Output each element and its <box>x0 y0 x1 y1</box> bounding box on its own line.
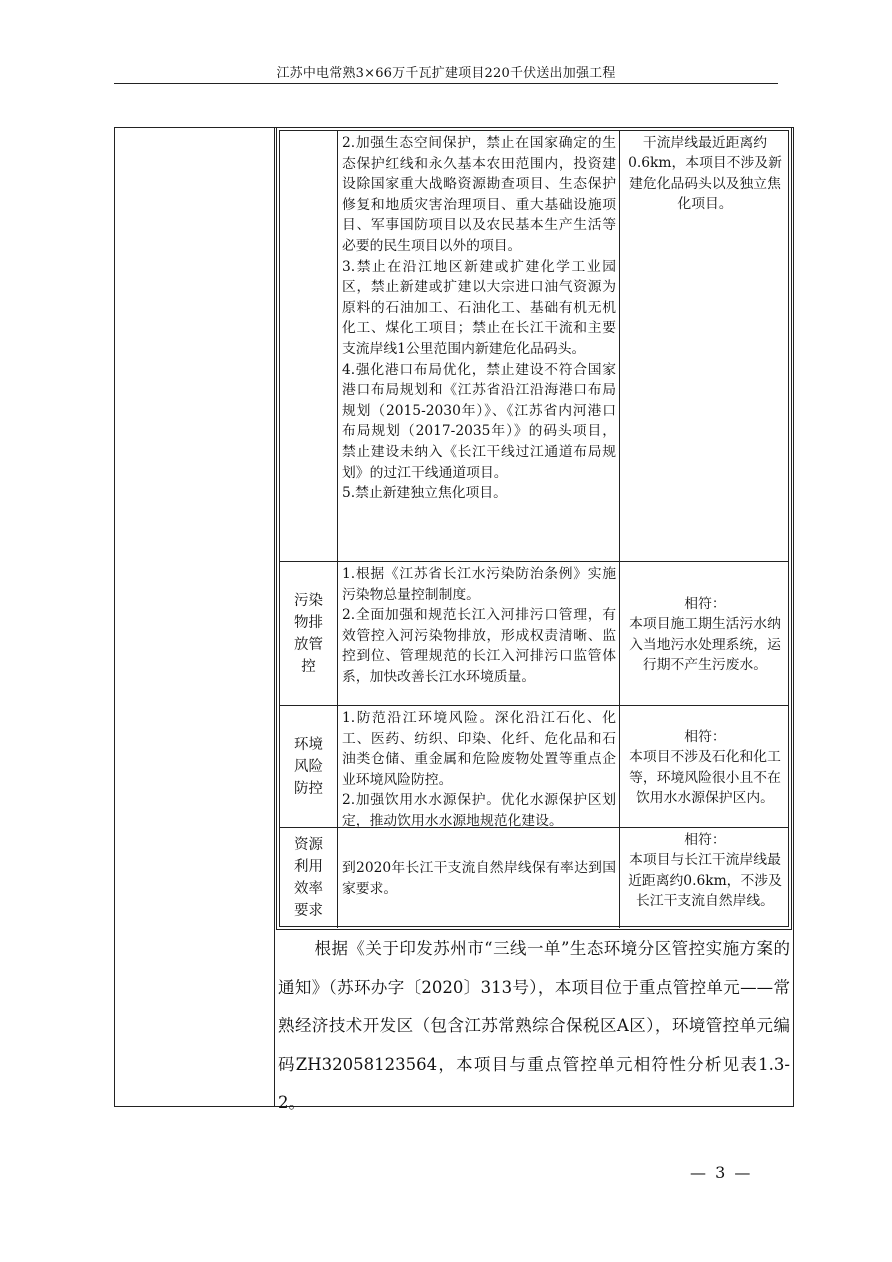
requirement-item: 2.加强饮用水水源保护。优化水源保护区划定，推动饮用水水源地规范化建设。 <box>342 792 616 829</box>
analysis-verdict: 相符： <box>684 832 726 848</box>
analysis-cell <box>620 562 790 705</box>
analysis-text: 本项目施工期生活污水纳入当地污水处理系统，运行期不产生污废水。 <box>629 616 781 673</box>
analysis-text: 本项目与长江干流岸线最近距离约0.6km，不涉及长江干支流自然岸线。 <box>628 852 782 909</box>
category-cell <box>280 562 338 705</box>
requirement-item: 1.根据《江苏省长江水污染防治条例》实施污染物总量控制制度。 <box>342 566 616 603</box>
requirements-cell <box>338 131 620 561</box>
requirements-cell <box>338 562 620 705</box>
requirement-item: 4.强化港口布局优化，禁止建设不符合国家港口布局规划和《江苏省沿江沿海港口布局规划（2015-2030年）》、《江苏省内河港口布局规划（2017-2035年）》的码头项目，禁止建设未纳入《长江干线过江通道布局规划》的过江干线通道项目。 <box>342 361 616 481</box>
category-cell <box>280 706 338 827</box>
outer-left-column <box>115 128 275 1106</box>
table-row <box>280 705 788 827</box>
inner-compliance-table <box>279 130 789 927</box>
table-row <box>280 561 788 705</box>
header-rule <box>114 83 778 84</box>
table-row <box>280 131 788 561</box>
running-header-title: 江苏中电常熟3×66万千瓦扩建项目220千伏送出加强工程 <box>276 66 616 81</box>
analysis-cell <box>620 828 790 928</box>
analysis-verdict: 相符： <box>684 728 726 745</box>
category-cell <box>280 131 338 561</box>
category-label: 资源利用效率要求 <box>294 837 323 919</box>
analysis-cell <box>620 706 790 827</box>
requirements-cell <box>338 706 620 827</box>
requirement-item: 1.防范沿江环境风险。深化沿江石化、化工、医药、纺织、印染、化纤、危化品和石油类仓储、重金属和危险废物处置等重点企业环境风险防控。 <box>342 710 616 788</box>
page-number: — 3 — <box>690 1163 753 1182</box>
conclusion-text: 根据《关于印发苏州市“三线一单”生态环境分区管控实施方案的通知》（苏环办字〔2020〕313号），本项目位于重点管控单元——常熟经济技术开发区（包含江苏常熟综合保税区A区），环境管控单元编码ZH32058123564，本项目与重点管控单元相符性分析见表1.3-2。 <box>278 939 790 1112</box>
analysis-text: 干流岸线最近距离约0.6km，本项目不涉及新建危化品码头以及独立焦化项目。 <box>628 135 782 212</box>
requirement-item: 5.禁止新建独立焦化项目。 <box>342 485 507 502</box>
table-row <box>280 827 788 928</box>
requirement-item: 3.禁止在沿江地区新建或扩建化学工业园区，禁止新建或扩建以大宗进口油气资源为原料的石油加工、石油化工、基础有机无机化工、煤化工项目；禁止在长江干流和主要支流岸线1公里范围内新建危化品码头。 <box>342 258 616 357</box>
requirement-item: 2.加强生态空间保护，禁止在国家确定的生态保护红线和永久基本农田范围内，投资建设除国家重大战略资源勘查项目、生态保护修复和地质灾害治理项目、重大基础设施项目、军事国防项目以及农民基本生产生活等必要的民生项目以外的项目。 <box>342 135 616 254</box>
analysis-text: 本项目不涉及石化和化工等，环境风险很小且不在饮用水水源保护区内。 <box>629 749 781 806</box>
requirement-item: 到2020年长江干支流自然岸线保有率达到国家要求。 <box>342 860 616 897</box>
analysis-verdict: 相符： <box>684 595 726 612</box>
category-label: 环境风险防控 <box>294 736 323 797</box>
requirement-item: 2.全面加强和规范长江入河排污口管理，有效管控入河污染物排放，形成权责清晰、监控到位、管理规范的长江入河排污口监管体系，加快改善长江水环境质量。 <box>342 607 616 685</box>
conclusion-paragraph <box>276 930 792 1123</box>
category-cell <box>280 828 338 928</box>
analysis-cell <box>620 131 790 561</box>
requirements-cell <box>338 828 620 928</box>
category-label: 污染物排放管控 <box>294 592 323 675</box>
